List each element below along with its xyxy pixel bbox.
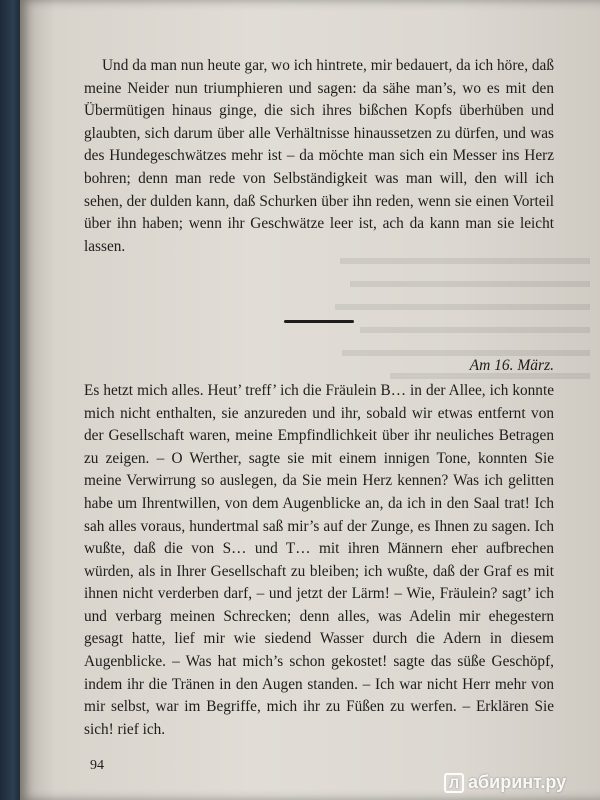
book-page [20, 0, 600, 800]
page-number: 94 [90, 758, 104, 773]
labirint-logo-icon: Л [444, 773, 464, 793]
book-cover-edge [0, 0, 22, 800]
section-separator-rule [284, 320, 354, 323]
page-text-block [84, 55, 554, 741]
watermark-text: абиринт.ру [468, 772, 567, 792]
paragraph-letter-body: Es hetzt mich alles. Heut’ treff’ ich die Fräulein B… in der Allee, ich konnte mich nicht enthalten, sie anzureden und ihr, sobald wir etwas entfernt von der Gesellschaft waren, meine Empfindlichkeit über ihr neuliches Betragen zu zeigen. – O Werther, sagte sie mit einem innigen Tone, konnten Sie meine Verwirrung so auslegen, da Sie mein Herz kennen? Was ich gelitten habe um Ihrentwillen, von dem Augenblicke an, da ich in den Saal trat! Ich sah alles voraus, hundertmal saß mir’s auf der Zunge, es Ihnen zu sagen. Ich wußte, daß die von S… und T… mit ihren Männern eher aufbrechen würden, als in Ihrer Gesellschaft zu bleiben; ich wußte, daß der Graf es mit ihnen nicht verderben darf, – und jetzt der Lärm! – Wie, Fräulein? sagt’ ich und verbarg meinen Schrecken; denn alles, was Adelin mir ehegestern gesagt hatte, lief mir wie siedend Wasser durch die Adern in diesem Augenblicke. – Was hat mich’s schon gekostet! sagte das süße Geschöpf, indem ihr die Tränen in den Augen standen. – Ich war nicht Herr mehr von mir selbst, war im Begriffe, mich ihr zu Füßen zu werfen. – Erklären Sie sich! rief ich. [84, 381, 554, 738]
labirint-watermark [444, 772, 566, 793]
paragraph-previous-letter: Und da man nun heute gar, wo ich hintrete, mir bedauert, da ich höre, daß meine Neider nun triumphieren und sagen: da sähe man’s, wo es mit den Übermütigen hinaus ginge, die sich ihres bißchen Kopfs überhüben und glaubten, sich darum über alle Verhältnisse hinaussetzen zu dürfen, und was des Hundegeschwätzes mehr ist – da möchte man sich ein Messer ins Herz bohren; denn man rede von Selbständigkeit was man will, den will ich sehen, der dulden kann, daß Schurken über ihn reden, wenn sie einen Vorteil über ihn haben; wenn ihr Geschwätze leer ist, ach da kann man sie leicht lassen. [84, 57, 554, 255]
letter-date-heading: Am 16. März. [469, 357, 554, 375]
